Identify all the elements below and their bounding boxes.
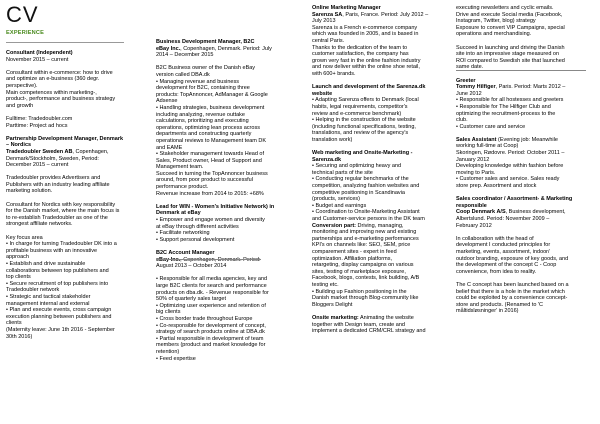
text-line: [156, 197, 306, 204]
text-line: translations, and review of the agency's: [312, 130, 409, 137]
text-line: members (product and market knowledge for: [156, 342, 266, 349]
text-line: [6, 228, 150, 235]
text-line: central Paris.: [312, 37, 345, 44]
text-line: Lead for WIN - Women's Initiative Network) in: [156, 203, 275, 210]
cv-title: CV: [6, 2, 39, 27]
text-line: [312, 78, 462, 85]
text-line: Main competences within marketing-,: [6, 89, 97, 96]
text-line: Tradedoubler network: [6, 287, 60, 294]
text-line: perspective).: [6, 82, 38, 89]
text-line: [456, 71, 600, 78]
text-line: execution planning between publishers and: [6, 313, 112, 320]
text-line: including analyzing, revenue outtake: [156, 111, 245, 118]
text-line: collaborations between top publishers and: [6, 267, 109, 274]
text-line: Onsite marketing: Animating the website: [312, 314, 414, 321]
text-line: Sales, Product owner, Head of Support and: [156, 157, 262, 164]
text-line: • Plan and execute events, cross campaign: [6, 307, 112, 314]
text-line: KPI's on channels like: SEO, SEM, price: [312, 242, 411, 249]
text-line: Thanks to the dedication of the team to: [312, 44, 408, 51]
text-line: and optimize an e-business (360 degr.: [6, 76, 100, 83]
text-line: Sarenza.dk: [312, 156, 342, 163]
text-line: • Support personal development: [156, 236, 235, 243]
text-line: Danish market through Blog-community like: [312, 295, 419, 302]
text-line: Greeter: [456, 77, 476, 84]
text-line: Launch and development of the Sarenza.dk: [312, 84, 426, 91]
text-line: • Customer sales and service. Sales ready: [456, 176, 560, 183]
text-line: clients: [6, 320, 22, 327]
text-line: testing etc.: [312, 281, 339, 288]
text-line: June 2012: [456, 90, 482, 97]
text-line: strongest affiliate networks.: [6, 221, 73, 228]
column-1: [6, 50, 150, 340]
text-line: development I conducted principles for: [456, 242, 551, 249]
text-line: In collaboration with the head of: [456, 235, 534, 242]
text-line: 2014 – December 2015: [156, 52, 214, 59]
text-line: December 2015 – current: [6, 162, 69, 169]
text-line: Exposure to convert VIP Campaigns, special: [456, 24, 565, 31]
text-line: • Co-responsible for development of concept,: [156, 322, 266, 329]
text-line: habits, legal requirements, competitor's: [312, 103, 408, 110]
text-line: Conversion part: Driving, managing,: [312, 222, 404, 229]
text-line: Tommy Hilfiger, Paris. Period: Marts 2012 –: [456, 84, 566, 91]
divider: [456, 70, 586, 71]
text-line: outdoor branding, exposure of key goods, and: [456, 255, 569, 262]
text-line: Tradedoubler Sweden AB, Copenhagen,: [6, 148, 109, 155]
text-line: Succeed in turning the TopAnnoncer business: [156, 170, 268, 177]
text-line: competition, analyzing fashion websites and: [312, 183, 420, 190]
text-line: • Optimizing user experience and retention of: [156, 302, 266, 309]
text-line: and now deliver within the online shoe retail,: [312, 64, 420, 71]
text-line: working full-time at Coop): [456, 143, 519, 150]
text-line: ROI compared to Swedish site that launched: [456, 57, 565, 64]
text-line: [6, 169, 150, 176]
text-line: moving to Paris.: [456, 169, 496, 176]
text-line: • Strategic and tactical stakeholder: [6, 293, 91, 300]
text-line: • Conducting regular benchmarks of the: [312, 176, 409, 183]
text-line: Coop Denmark A/S, Business development,: [456, 209, 566, 216]
text-line: Facebook, blogs, contests, link building, A/B: [312, 275, 420, 282]
text-line: 50% of quarterly sales target: [156, 296, 227, 303]
text-line: strategy of search products online at DBA.dk: [156, 329, 265, 336]
text-line: (products, services): [312, 196, 360, 203]
text-line: August 2013 – October 2014: [156, 263, 227, 270]
text-line: [312, 143, 462, 150]
text-line: products on dba.dk. - Revenue responsible for: [156, 289, 269, 296]
text-line: which was founded in 2005, and is based in: [312, 31, 419, 38]
column-3: [312, 5, 462, 335]
text-line: • Facilitate networking: [156, 230, 210, 237]
text-line: Partnership Development Manager, Denmark: [6, 135, 124, 142]
text-line: (Maternity leave: June 1th 2016 - September: [6, 326, 115, 333]
text-line: retargeting, display campaigns on various: [312, 262, 414, 269]
text-line: • Establish and drive sustainable: [6, 261, 86, 267]
text-line: • Helping in the construction of the website: [312, 117, 416, 124]
text-line: approach: [6, 254, 29, 261]
text-line: Online Marketing Manager: [312, 5, 381, 11]
text-line: [456, 190, 600, 197]
text-line: translation work): [312, 136, 353, 143]
cv-header: [6, 2, 44, 36]
text-line: Sarenza is a French e-commerce company: [312, 24, 418, 31]
text-line: [456, 38, 600, 45]
text-line: Adsense: [156, 98, 178, 105]
text-line: operations, optimizing lean process across: [156, 124, 260, 131]
text-line: • Feed expertise: [156, 355, 196, 362]
text-line: [6, 63, 150, 70]
text-line: Business Development Manager, B2C: [156, 39, 255, 45]
text-line: [456, 275, 600, 282]
text-line: B2C Business owner of the Danish eBay: [156, 65, 256, 72]
text-line: July 2013: [312, 18, 336, 25]
text-line: and Customer-service persons in the DK team: [312, 216, 425, 222]
text-line: måltidsløsninger' in 2016): [456, 308, 519, 315]
text-line: around, from poor product to successful: [156, 177, 253, 184]
divider: [156, 259, 261, 260]
text-line: B2C Account Manager: [156, 250, 215, 256]
text-line: Bloggers Delight: [312, 301, 353, 308]
text-line: retention): [156, 348, 180, 355]
text-line: competitive positioning in Scandinavia: [312, 189, 405, 196]
text-line: November 2015 – current: [6, 56, 69, 63]
text-line: [456, 229, 600, 236]
text-line: [6, 129, 150, 136]
text-line: Parttime: Project ad hocs: [6, 122, 68, 129]
text-line: January 2012: [456, 156, 490, 163]
text-line: partnerships and e-marketing performances: [312, 235, 419, 242]
text-line: store prep. Assortment and stock: [456, 183, 537, 190]
text-line: marketing, events, assortment, indoor/: [456, 248, 550, 255]
text-line: Consultant within e-commerce: how to drive: [6, 69, 113, 76]
text-line: Developing knowledge within fashion before: [456, 163, 564, 170]
text-line: big clients: [156, 309, 181, 316]
text-line: Sales coordinator / Assortment- & Marketing: [456, 196, 573, 203]
text-line: [156, 243, 306, 250]
text-line: departments and constructing quarterly: [156, 131, 252, 138]
text-line: review and e-commerce benchmark): [312, 110, 402, 117]
text-line: • Managing revenue and business: [156, 78, 239, 85]
text-line: eBay Inc., Copenhagen, Denmark. Period: July: [156, 45, 272, 52]
text-line: [312, 308, 462, 315]
header-divider: [6, 42, 124, 43]
text-line: February 2012: [456, 222, 492, 229]
text-line: club.: [456, 117, 468, 124]
text-line: Drive and execute Social media (Facebook,: [456, 11, 563, 18]
text-line: 30th 2016): [6, 333, 33, 340]
text-line: belief that there is a hole in the market which: [456, 288, 565, 295]
text-line: Albertslund. Period: November 2009 –: [456, 216, 550, 222]
text-line: [456, 130, 600, 137]
text-line: optimization. Affiliation platforms,: [312, 255, 392, 262]
text-line: • Securing and optimizing heavy and: [312, 163, 402, 170]
text-line: • Coordination to Onsite-Marketing Assistant: [312, 209, 420, 216]
text-line: • Responsible for The Hilfiger Club and: [456, 103, 551, 110]
text-line: Consultant for Nordics with key responsibility: [6, 201, 116, 208]
text-line: operational reviews to Management team DK: [156, 137, 267, 144]
text-line: the development of the concept C - Coop: [456, 262, 557, 269]
text-line: site into an impressive stage measured on: [456, 51, 560, 58]
text-line: performance product.: [156, 184, 209, 191]
text-line: Web marketing and Onsite-Marketing -: [312, 150, 413, 157]
text-line: optimizing the recruitment-process to the: [456, 110, 556, 117]
text-line: and growth: [6, 102, 34, 109]
text-line: same date.: [456, 64, 484, 71]
text-line: • Building up Fashion positioning in the: [312, 288, 407, 295]
text-line: monitoring and improving new and existing: [312, 229, 417, 236]
text-line: • Empower and engage women and diversity: [156, 217, 265, 224]
column-2: [156, 39, 306, 362]
text-line: Succeed in launching and driving the Danish: [456, 44, 565, 51]
text-line: convenience, from idea to reality.: [456, 268, 537, 275]
text-line: responsible: [456, 202, 487, 209]
text-line: technical parts of the site: [312, 169, 373, 176]
text-line: Denmark at eBay: [156, 210, 201, 217]
text-line: Denmark/Stockholm, Sweden, Period:: [6, 155, 99, 162]
text-line: • Budget and earnings: [312, 202, 367, 209]
section-label-experience: EXPERIENCE: [6, 30, 45, 36]
text-line: (including functional specifications, testing,: [312, 123, 416, 130]
text-line: store and products. (Renamed to 'C: [456, 301, 543, 308]
text-line: [6, 195, 150, 202]
text-line: Skoringen, Rødovre. Period: October 2011 –: [456, 150, 565, 157]
text-line: Sarenza SA, Paris, France. Period: July 2012 –: [312, 11, 429, 18]
text-line: Publishers with an industry leading affiliate: [6, 181, 110, 188]
text-line: products: TopAnnoncer, AdManager & Google: [156, 91, 268, 98]
text-line: development for B2C, containing three: [156, 85, 250, 92]
text-line: • Stakeholder management towards Head of: [156, 151, 265, 158]
text-line: top clients: [6, 274, 31, 281]
text-line: large B2C clients for search and performance: [156, 282, 267, 289]
text-line: implement a dedicated CRM/CRL strategy and: [312, 328, 426, 335]
text-line: marketing solution.: [6, 188, 53, 195]
text-line: • Responsible for all hostesses and greeters: [456, 97, 564, 104]
text-line: Instagram, Twitter, blog) strategy: [456, 18, 536, 25]
text-line: • Customer care and service: [456, 123, 526, 130]
text-line: The C concept has been launched based on a: [456, 281, 569, 288]
text-line: management internal and external: [6, 300, 90, 307]
text-line: and EAME: [156, 144, 183, 151]
text-line: could be exploited by a convenience concept-: [456, 295, 568, 302]
text-line: to re-establish Tradedoubler as one of the: [6, 214, 108, 221]
text-line: • Secure recruitment of top publishers into: [6, 280, 109, 287]
text-line: for the Danish market, where the main focus is: [6, 208, 120, 215]
text-line: [156, 59, 306, 66]
text-line: customer satisfaction, the company has: [312, 51, 409, 58]
text-line: at eBay through different activities: [156, 223, 239, 230]
text-line: Fulltime: Tradedoubler.com: [6, 115, 73, 122]
text-line: grown very fast in the online fashion industry: [312, 57, 421, 64]
text-line: Tradedoubler provides Advertisers and: [6, 175, 101, 182]
text-line: • Responsible for all media agencies, key and: [156, 276, 268, 283]
text-line: together with Design team, create and: [312, 321, 405, 328]
text-line: product-, performance and business strategy: [6, 96, 116, 103]
text-line: with 600+ brands.: [312, 70, 356, 77]
column-4: [456, 5, 600, 315]
text-line: comparement sites - expert in feed: [312, 248, 397, 255]
text-line: calculations, prioritizing and executing: [156, 118, 249, 125]
text-line: Consultant (Independent): [6, 50, 73, 56]
text-line: [6, 109, 150, 116]
text-line: sites, testing of marketplace exposure,: [312, 268, 406, 275]
text-line: Management team.: [156, 164, 204, 171]
text-line: [156, 270, 306, 277]
text-line: • Adapting Sarenza offers to Denmark (local: [312, 97, 419, 104]
text-line: profitable business with an innovative: [6, 247, 98, 254]
text-line: – Nordics: [6, 142, 32, 149]
text-line: Sales Assistant (Evening job: Meanwhile: [456, 136, 558, 143]
text-line: executing newsletters and cyclic emails.: [456, 5, 554, 11]
text-line: Key focus area: [6, 234, 43, 241]
text-line: version called DBA.dk: [156, 71, 210, 78]
text-line: • Partial responsible in development of team: [156, 335, 264, 342]
text-line: • Cross border trade throughout Europe: [156, 315, 253, 322]
text-line: • Handling strategies, business development: [156, 104, 265, 111]
text-line: operations and merchandising.: [456, 31, 532, 38]
text-line: website: [312, 90, 333, 97]
text-line: • In charge for turning Tradedoubler DK into a: [6, 241, 117, 248]
text-line: Revenue increase from 2014 to 2015: +68%: [156, 190, 264, 197]
